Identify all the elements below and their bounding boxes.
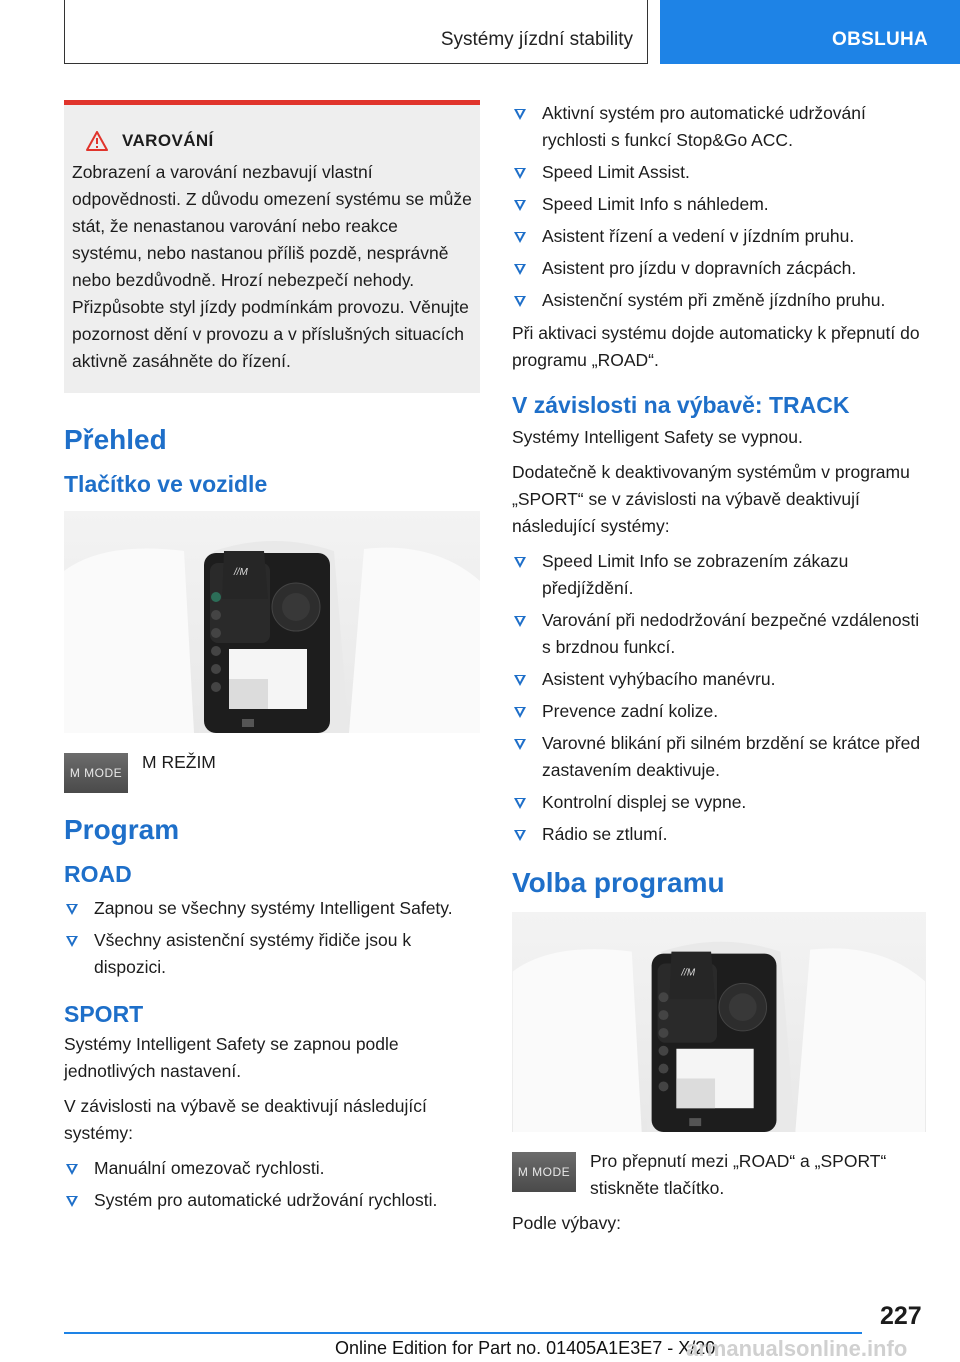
list-item: Asistent řízení a vedení v jízdním pruhu. (512, 223, 926, 250)
chapter-tab-label: OBSLUHA (832, 29, 929, 50)
gear-selector-illustration (512, 912, 926, 1132)
section-title: Systémy jízdní stability (440, 29, 633, 50)
list-item: Aktivní systém pro automatické udržování rychlosti s funkcí Stop&Go ACC. (512, 100, 926, 154)
heading-prehled: Přehled (64, 424, 167, 455)
arrow-bullet-icon (66, 1196, 78, 1207)
watermark: armanualsonline.info (686, 1336, 908, 1361)
list-item: Systém pro automatické udržování rychlosti. (64, 1187, 480, 1214)
sport-paragraph-1: Systémy Intelligent Safety se zapnou podle jednotlivých nastavení. (64, 1034, 399, 1081)
list-item: Manuální omezovač rychlosti. (64, 1155, 480, 1182)
arrow-bullet-icon (514, 200, 526, 211)
arrow-bullet-icon (514, 675, 526, 686)
track-list (512, 548, 926, 848)
svg-text://M: //M (681, 967, 696, 979)
list-item: Speed Limit Info se zobrazením zákazu předjíždění. (512, 548, 926, 602)
arrow-bullet-icon (66, 904, 78, 915)
heading-tlacitko: Tlačítko ve vozidle (64, 471, 268, 497)
page-header (64, 0, 960, 66)
console-photo (64, 511, 480, 733)
arrow-bullet-icon (514, 739, 526, 750)
sport-list-continued (512, 100, 926, 314)
list-item: Asistent vyhýbacího manévru. (512, 666, 926, 693)
left-column (64, 100, 480, 1220)
track-paragraph-2: Dodatečně k deaktivovaným systémům v programu „SPORT“ se v závislosti na výbavě deaktivují následující systémy: (512, 462, 910, 536)
heading-volba: Volba programu (512, 867, 725, 898)
footer-edition: Online Edition for Part no. 01405A1E3E7 - X/20 (335, 1338, 716, 1358)
arrow-bullet-icon (66, 1164, 78, 1175)
m-mode-button-icon: M MODE (512, 1152, 576, 1192)
arrow-bullet-icon (514, 707, 526, 718)
warning-title: VAROVÁNÍ (122, 131, 214, 150)
warning-triangle-icon (86, 131, 108, 151)
sport-list (64, 1155, 480, 1214)
svg-text://M: //M (234, 567, 248, 578)
footer-divider (64, 1332, 862, 1334)
track-paragraph-1: Systémy Intelligent Safety se vypnou. (512, 427, 803, 447)
list-item: Asistenční systém při změně jízdního pruhu. (512, 287, 926, 314)
list-item: Varovné blikání při silném brzdění se krátce před zastavením deaktivuje. (512, 730, 926, 784)
volba-caption-row (512, 1148, 926, 1202)
warning-header (86, 131, 472, 151)
header-title-box (64, 0, 648, 64)
warning-box (64, 100, 480, 393)
arrow-bullet-icon (514, 232, 526, 243)
heading-program: Program (64, 814, 180, 845)
page-number: 227 (880, 1302, 922, 1330)
list-item: Všechny asistenční systémy řidiče jsou k dispozici. (64, 927, 480, 981)
arrow-bullet-icon (514, 168, 526, 179)
m-mode-button-icon: M MODE (64, 753, 128, 793)
warning-text: Zobrazení a varování nezbavují vlastní odpovědnosti. Z důvodu omezení systému se může stát, že nenastanou varování nebo reakce systému, nebo nastanou příliš pozdě, nesprávně nebo bezdůvodně. Hrozí nebezpečí nehody. Přizpůsobte styl jízdy podmínkám provozu. Věnujte pozornost dění v provozu a v příslušných situacích aktivně zasáhněte do řízení. (72, 162, 472, 371)
arrow-bullet-icon (514, 109, 526, 120)
list-item: Rádio se ztlumí. (512, 821, 926, 848)
heading-track: V závislosti na výbavě: TRACK (512, 392, 850, 418)
list-item: Speed Limit Assist. (512, 159, 926, 186)
list-item: Kontrolní displej se vypne. (512, 789, 926, 816)
arrow-bullet-icon (514, 296, 526, 307)
heading-sport: SPORT (64, 1001, 144, 1027)
list-item: Prevence zadní kolize. (512, 698, 926, 725)
list-item: Speed Limit Info s náhledem. (512, 191, 926, 218)
list-item: Zapnou se všechny systémy Intelligent Safety. (64, 895, 480, 922)
console-photo-2 (512, 912, 926, 1132)
sport-paragraph-2: V závislosti na výbavě se deaktivují následující systémy: (64, 1096, 427, 1143)
road-activation-text: Při aktivaci systému dojde automaticky k přepnutí do programu „ROAD“. (512, 323, 920, 370)
arrow-bullet-icon (514, 616, 526, 627)
heading-road: ROAD (64, 861, 132, 887)
road-list (64, 895, 480, 981)
arrow-bullet-icon (514, 264, 526, 275)
arrow-bullet-icon (66, 936, 78, 947)
right-column (512, 100, 926, 1245)
list-item: Varování při nedodržování bezpečné vzdálenosti s brzdnou funkcí. (512, 607, 926, 661)
arrow-bullet-icon (514, 798, 526, 809)
chapter-tab (660, 0, 960, 64)
volba-after-text: Podle výbavy: (512, 1213, 621, 1233)
mmode-caption-row (64, 749, 480, 793)
list-item: Asistent pro jízdu v dopravních zácpách. (512, 255, 926, 282)
arrow-bullet-icon (514, 830, 526, 841)
volba-caption: Pro přepnutí mezi „ROAD“ a „SPORT“ stiskněte tlačítko. (590, 1151, 887, 1198)
m-mode-caption: M REŽIM (142, 752, 216, 772)
arrow-bullet-icon (514, 557, 526, 568)
gear-selector-illustration (64, 511, 480, 733)
